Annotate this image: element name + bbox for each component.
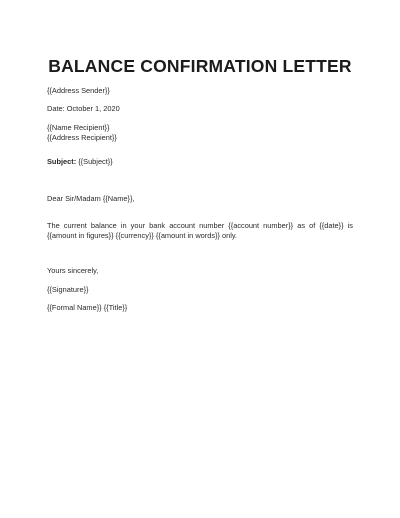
signature: {{Signature}}	[47, 285, 89, 294]
name-recipient: {{Name Recipient}}	[47, 123, 110, 132]
letter-date: Date: October 1, 2020	[47, 104, 120, 113]
subject-label: Subject:	[47, 157, 77, 166]
formal-name-title: {{Formal Name}} {{Title}}	[47, 303, 128, 312]
body-paragraph: The current balance in your bank account number {{account number}} as of {{date}} is {{amount in figures}} {{currency}} {{amount in words}} only.	[47, 221, 353, 241]
address-sender: {{Address Sender}}	[47, 86, 110, 95]
address-recipient: {{Address Recipient}}	[47, 133, 117, 142]
subject-line	[47, 157, 113, 167]
salutation: Dear Sir/Madam {{Name}},	[47, 194, 135, 203]
subject-value: {{Subject}}	[76, 157, 113, 166]
letter-title: BALANCE CONFIRMATION LETTER	[48, 56, 352, 76]
closing: Yours sincerely,	[47, 266, 99, 275]
